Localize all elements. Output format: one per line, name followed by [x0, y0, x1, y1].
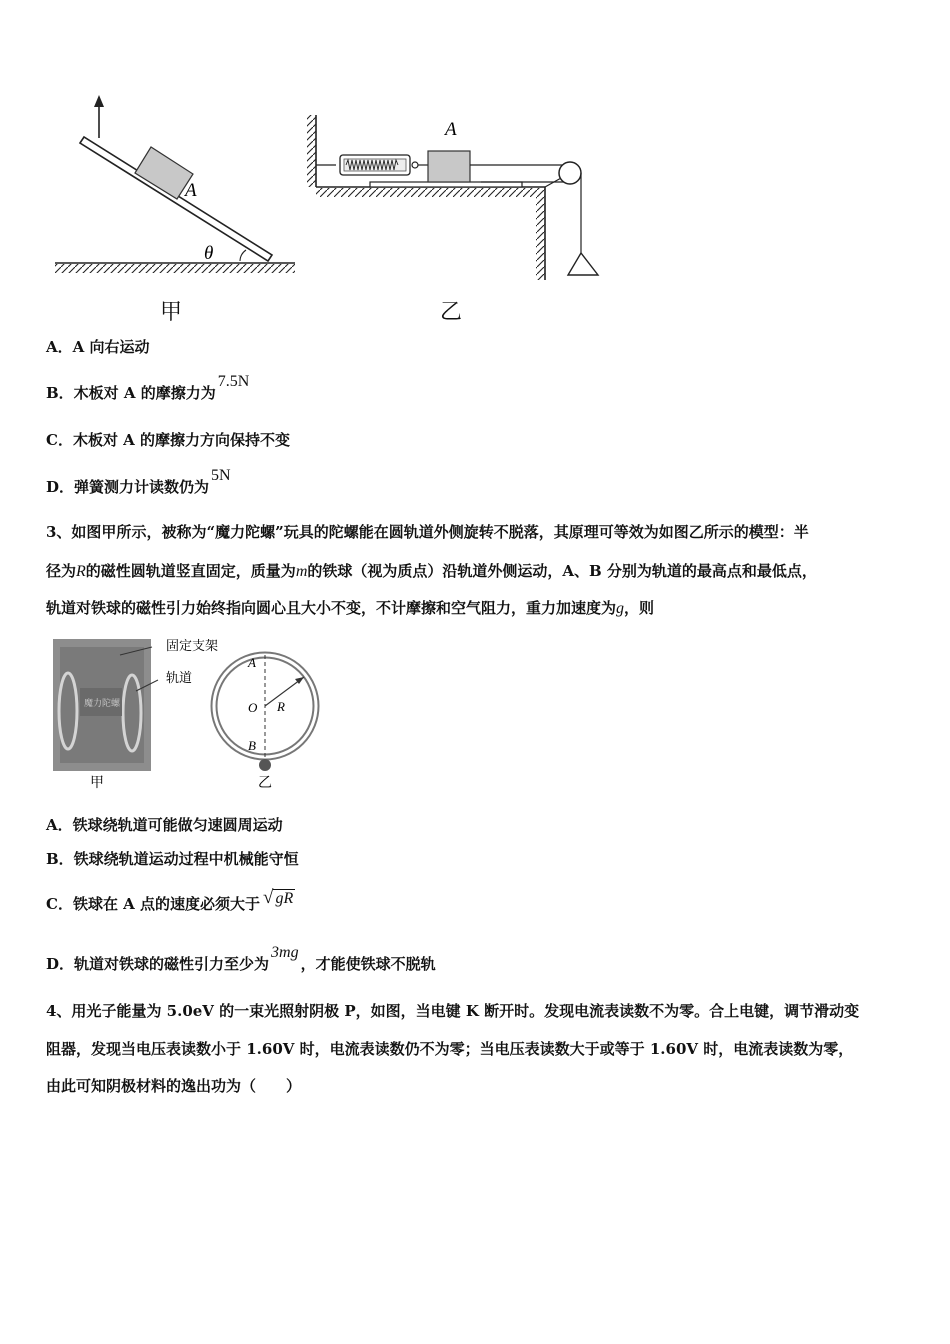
q3-option-a: A．铁球绕轨道可能做匀速圆周运动 — [46, 816, 283, 834]
pulley — [559, 162, 581, 184]
figure-magic-top — [48, 633, 338, 798]
caption-yi-2: 乙 — [258, 776, 272, 791]
q3-option-c-value: gR — [275, 890, 294, 907]
q4-line-2: 阻器，发现当电压表读数小于 1.60V 时，电流表读数仍不为零；当电压表读数大于或等于 1.60V 时，电流表读数为零， — [46, 1040, 854, 1058]
q4-line-1: 4、用光子能量为 5.0eV 的一束光照射阴极 P，如图，当电键 K 断开时。发现电流表读数不为零。合上电键，调节滑动变 — [46, 1002, 860, 1020]
q3-option-d-value: 3mg — [271, 944, 299, 961]
label-bracket: 固定支架 — [166, 638, 219, 653]
label-a-table: A — [445, 119, 457, 140]
q3-line-2: 径为R的磁性圆轨道竖直固定，质量为m的铁球（视为质点）沿轨道外侧运动，A、B 分别为轨道的最高点和最低点， — [46, 562, 817, 580]
table-hatch — [316, 188, 545, 197]
angle-arc — [240, 250, 246, 261]
q2-option-a: A．A 向右运动 — [46, 338, 150, 356]
wall-hatch — [307, 115, 316, 187]
q2-option-c: C．木板对 A 的摩擦力方向保持不变 — [46, 431, 291, 449]
caption-jia-2: 甲 — [90, 776, 104, 791]
q3-option-c: C．铁球在 A 点的速度必须大于 √ gR — [46, 887, 294, 913]
hanging-weight — [568, 253, 598, 275]
label-a-point: A — [248, 655, 256, 670]
iron-ball — [259, 759, 271, 771]
caption-jia: 甲 — [160, 300, 183, 325]
q2-option-d-value: 5N — [211, 467, 231, 484]
photo-text: 魔力陀螺 — [84, 698, 121, 708]
label-r: R — [277, 699, 285, 714]
label-a-incline: A — [185, 180, 197, 201]
q3-line-3: 轨道对铁球的磁性引力始终指向圆心且大小不变，不计摩擦和空气阻力，重力加速度为g，则 — [46, 599, 655, 617]
block-a-table — [428, 151, 470, 182]
figure-friction — [40, 85, 620, 335]
caption-yi: 乙 — [440, 300, 463, 325]
label-theta: θ — [204, 243, 214, 264]
q3-line-1: 3、如图甲所示，被称为“魔力陀螺”玩具的陀螺能在圆轨道外侧旋转不脱落，其原理可等效为如图乙所示的模型：半 — [46, 523, 809, 541]
table-side-hatch — [536, 197, 545, 280]
q4-line-3: 由此可知阴极材料的逸出功为（ ） — [46, 1077, 302, 1095]
ground-hatch-jia — [55, 264, 295, 273]
board — [370, 182, 522, 187]
q2-option-b: B．木板对 A 的摩擦力为7.5N — [46, 373, 250, 402]
q3-option-d: D．轨道对铁球的磁性引力至少为3mg，才能使铁球不脱轨 — [46, 944, 436, 973]
label-b-point: B — [248, 738, 256, 753]
label-track: 轨道 — [166, 670, 193, 685]
q3-option-b: B．铁球绕轨道运动过程中机械能守恒 — [46, 850, 299, 868]
label-o-point: O — [248, 700, 258, 715]
q2-option-b-value: 7.5N — [217, 373, 250, 390]
q2-option-d: D．弹簧测力计读数仍为5N — [46, 467, 231, 496]
